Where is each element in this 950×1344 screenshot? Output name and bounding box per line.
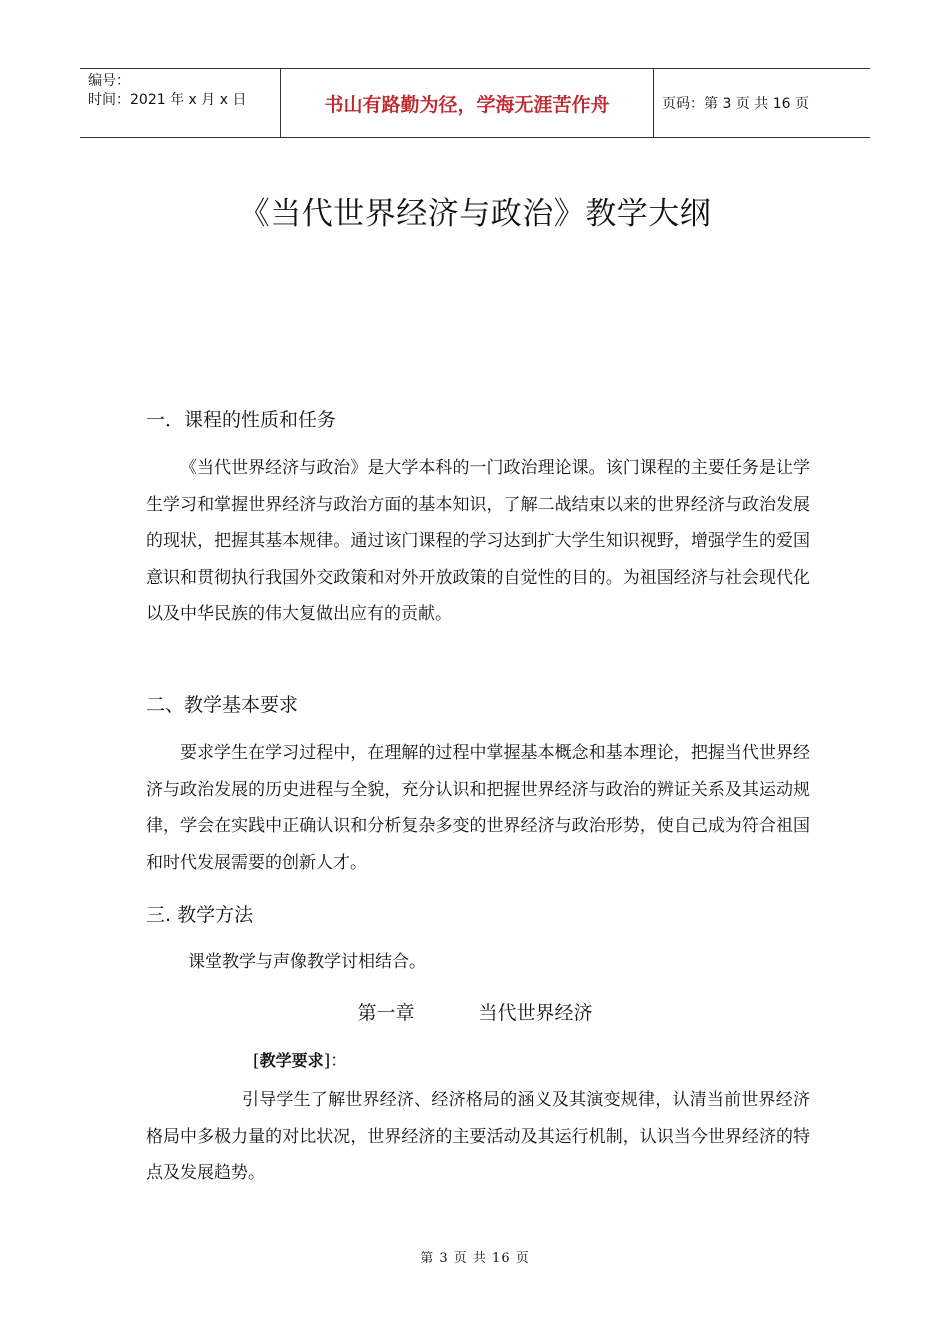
header-motto-cell (281, 69, 654, 137)
section-2-body: 要求学生在学习过程中，在理解的过程中掌握基本概念和基本理论，把握当代世界经济与政治发展的历史进程与全貌，充分认识和把握世界经济与政治的辨证关系及其运动规律，学会在实践中正确认识和分析复杂多变的世界经济与政治形势，使自己成为符合祖国和时代发展需要的创新人才。 (146, 743, 810, 873)
bracket-open: [ (253, 1051, 260, 1071)
section-1-body: 《当代世界经济与政治》是大学本科的一门政治理论课。该门课程的主要任务是让学生学习和掌握世界经济与政治方面的基本知识，了解二战结束以来的世界经济与政治发展的现状，把握其基本规律。通过该门课程的学习达到扩大学生知识视野，增强学生的爱国意识和贯彻执行我国外交政策和对外开放政策的自觉性的目的。为祖国经济与社会现代化以及中华民族的伟大复做出应有的贡献。 (146, 458, 810, 624)
section-3-body: 课堂教学与声像教学讨相结合。 (188, 952, 426, 972)
chapter-name: 当代世界经济 (478, 1002, 593, 1024)
page-footer: 第 3 页 共 16 页 (420, 1251, 530, 1266)
document-title: 《当代世界经济与政治》教学大纲 (238, 196, 712, 232)
section-3-heading: 三. 教学方法 (146, 904, 254, 926)
chapter-number: 第一章 (357, 1002, 415, 1024)
teaching-requirement-label (253, 1046, 347, 1071)
document-number-label: 编号： (88, 73, 130, 89)
teaching-requirement-body: 引导学生了解世界经济、经济格局的涵义及其演变规律，认清当前世界经济格局中多极力量的对比状况，世界经济的主要活动及其运行机制，认识当今世界经济的特点及发展趋势。 (146, 1090, 810, 1183)
requirement-label-text: 教学要求 (259, 1051, 324, 1070)
document-header (80, 68, 870, 138)
document-date: 时间：2021 年 x 月 x 日 (88, 92, 247, 108)
bracket-close: ]： (323, 1051, 348, 1071)
chapter-title (0, 998, 950, 1025)
header-meta-cell (80, 69, 281, 137)
section-2-heading: 二、教学基本要求 (146, 694, 299, 716)
header-motto: 书山有路勤为径，学海无涯苦作舟 (324, 93, 610, 116)
header-page-info: 页码：第 3 页 共 16 页 (662, 96, 809, 112)
section-1-heading: 一．课程的性质和任务 (146, 409, 337, 431)
header-page-cell (654, 69, 870, 137)
